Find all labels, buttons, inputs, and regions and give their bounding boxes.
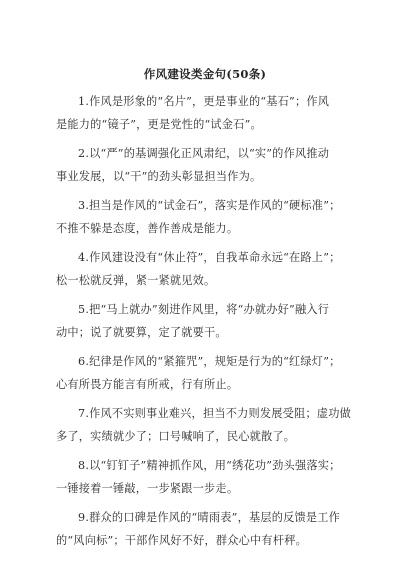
item-line: 动中；说了就要算，定了就要干。 [56,326,227,339]
list-item [56,402,356,448]
item-line: 事业发展，以“干”的劲头彰显担当作为。 [56,170,262,183]
item-line: 的“风向标”；干部作风好不好，群众心中有杆秤。 [56,534,307,547]
item-line: 一锤接着一锤敲，一步紧跟一步走。 [56,482,239,495]
item-line: 不推不躲是态度，善作善成是能力。 [56,222,239,235]
list-item [56,350,356,396]
item-line: 9.群众的口碑是作风的“晴雨表”，基层的反馈是工作 [78,511,341,524]
document-title: 作风建设类金句(50条) [143,67,267,81]
item-line: 6.纪律是作风的“紧箍咒”，规矩是行为的“红绿灯”； [78,355,341,368]
list-item [56,194,356,240]
list-item [56,454,356,500]
item-line: 8.以“钉钉子”精神抓作风，用“绣花功”劲头强落实； [78,459,341,472]
item-line: 1.作风是形象的“名片”，更是事业的“基石”；作风 [78,95,330,108]
list-item [56,142,356,188]
list-item [56,506,356,552]
list-item [56,90,356,136]
item-line: 5.把“马上就办”刻进作风里，将“办就办好”融入行 [78,303,330,316]
item-line: 7.作风不实则事业难兴，担当不力则发展受阻；虚功做 [78,407,351,420]
item-line: 是能力的“镜子”，更是党性的“试金石”。 [56,118,262,131]
item-line: 4.作风建设没有“休止符”，自我革命永远“在路上”； [78,251,341,264]
item-line: 3.担当是作风的“试金石”，落实是作风的“硬标准”； [78,199,341,212]
item-line: 2.以“严”的基调强化正风肃纪，以“实”的作风推动 [78,147,330,160]
item-line: 心有所畏方能言有所戒，行有所止。 [56,378,239,391]
list-item [56,298,356,344]
list-item [56,246,356,292]
item-line: 松一松就反弹，紧一紧就见效。 [56,274,216,287]
item-line: 多了，实绩就少了；口号喊响了，民心就散了。 [56,430,296,443]
